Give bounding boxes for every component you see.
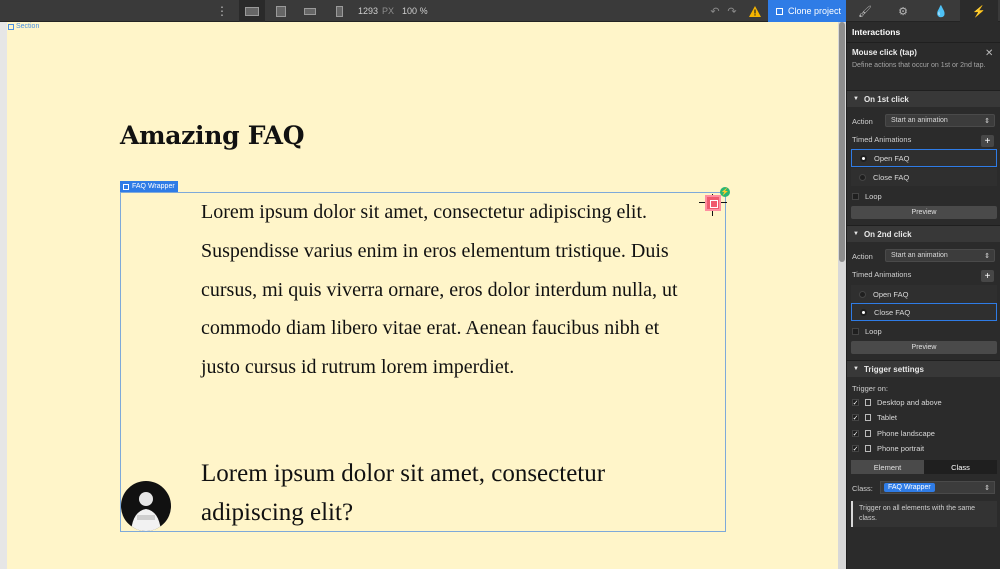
radio-icon <box>859 291 866 298</box>
caret-down-icon: ▼ <box>853 231 859 237</box>
device-checkbox-phone-landscape[interactable] <box>852 429 935 438</box>
device-checkbox-desktop[interactable] <box>852 398 942 407</box>
segment-class-button[interactable]: Class <box>924 460 997 474</box>
action-select-value: Start an animation <box>891 252 948 259</box>
checkmark-icon: ✓ <box>852 445 859 453</box>
first-click-header-label: On 1st click <box>863 94 909 104</box>
segment-element-button[interactable]: Element <box>851 460 924 474</box>
device-label: Tablet <box>877 413 898 422</box>
panel-title: Interactions <box>852 27 901 37</box>
radio-selected-icon <box>860 155 867 162</box>
canvas-width-unit: PX <box>382 6 395 16</box>
settings-panel-tab-gear-icon[interactable]: ⚙ <box>898 5 908 18</box>
div-block-icon <box>123 184 129 190</box>
interactions-panel <box>846 22 1000 569</box>
second-click-header[interactable] <box>847 225 1000 242</box>
first-click-preview-button[interactable]: Preview <box>851 206 997 219</box>
interaction-trigger-icon[interactable] <box>705 195 721 211</box>
more-options-icon[interactable]: ⋮ <box>216 4 228 18</box>
animation-label: Open FAQ <box>873 289 909 299</box>
style-manager-tab-drops-icon[interactable]: 💧 <box>934 5 948 18</box>
page-title[interactable]: Amazing FAQ <box>120 121 305 150</box>
class-pill: FAQ Wrapper <box>884 483 935 492</box>
caret-down-icon: ▼ <box>853 96 859 102</box>
trigger-title: Mouse click (tap) <box>852 48 917 57</box>
animation-row-open-faq[interactable] <box>851 285 997 303</box>
lightning-badge-icon: ⚡ <box>720 189 730 196</box>
animation-label: Close FAQ <box>873 172 910 182</box>
phone-landscape-breakpoint-icon[interactable] <box>297 0 323 22</box>
second-click-action-select[interactable] <box>885 249 995 262</box>
device-checkbox-tablet[interactable] <box>852 413 897 422</box>
top-toolbar <box>0 0 1000 22</box>
first-click-header[interactable] <box>847 90 1000 107</box>
divider <box>847 42 1000 43</box>
trigger-on-label: Trigger on: <box>852 384 888 393</box>
action-label: Action <box>852 252 873 261</box>
trigger-description: Define actions that occur on 1st or 2nd tap. <box>852 62 986 69</box>
checkmark-icon: ✓ <box>852 414 859 422</box>
section-label[interactable] <box>8 23 39 30</box>
phone-portrait-icon <box>865 445 871 452</box>
loop-label: Loop <box>865 327 882 336</box>
select-arrows-icon: ⇕ <box>984 484 990 492</box>
faq-question-text[interactable]: Lorem ipsum dolor sit amet, consectetur adipiscing elit? <box>201 460 606 526</box>
animation-label: Close FAQ <box>874 307 911 317</box>
faq-wrapper-tag[interactable] <box>120 181 178 192</box>
faq-wrapper-tag-label: FAQ Wrapper <box>132 183 175 190</box>
trigger-settings-header[interactable] <box>847 360 1000 377</box>
action-label: Action <box>852 117 873 126</box>
style-panel-tab-brush-icon[interactable]: 🖌 <box>858 5 872 18</box>
radio-icon <box>859 174 866 181</box>
redo-icon[interactable]: ↷ <box>727 5 737 18</box>
checkbox-icon <box>852 328 859 335</box>
section-label-text: Section <box>16 23 40 30</box>
canvas-width: 1293 <box>358 6 379 16</box>
animation-row-close-faq[interactable] <box>851 303 997 321</box>
trigger-settings-header-label: Trigger settings <box>863 364 924 374</box>
tablet-breakpoint-icon[interactable] <box>268 0 294 22</box>
checkbox-icon <box>852 193 859 200</box>
loop-checkbox[interactable] <box>852 192 882 201</box>
undo-icon[interactable]: ↶ <box>710 5 720 18</box>
faq-answer-text[interactable]: Lorem ipsum dolor sit amet, consectetur adipiscing elit. Suspendisse varius enim in eros elementum tristique. Duis cursus, mi quis viverra ornare, eros dolor interdum nulla, ut commodo diam libero vitae erat. Aenean faucibus nibh et justo cursus id rutrum lorem imperdiet. <box>201 201 678 379</box>
phone-landscape-icon <box>865 430 871 437</box>
select-arrows-icon: ⇕ <box>984 117 990 125</box>
first-click-action-select[interactable] <box>885 114 995 127</box>
clone-project-label: Clone project <box>788 6 842 16</box>
caret-down-icon: ▼ <box>853 366 859 372</box>
add-animation-button[interactable]: + <box>981 270 994 282</box>
desktop-breakpoint-icon[interactable] <box>239 0 265 22</box>
canvas-scrollbar-thumb[interactable] <box>839 22 845 262</box>
clone-project-button[interactable] <box>768 0 846 22</box>
class-select[interactable] <box>880 481 995 494</box>
animation-label: Open FAQ <box>874 153 910 163</box>
section-icon <box>8 24 14 30</box>
device-label: Phone portrait <box>877 444 925 453</box>
checkmark-icon: ✓ <box>852 430 859 438</box>
second-click-header-label: On 2nd click <box>863 229 912 239</box>
class-label: Class: <box>852 484 873 493</box>
avatar[interactable] <box>121 481 171 531</box>
action-select-value: Start an animation <box>891 117 948 124</box>
timed-animations-label: Timed Animations <box>852 135 912 144</box>
device-checkbox-phone-portrait[interactable] <box>852 444 924 453</box>
loop-checkbox[interactable] <box>852 327 882 336</box>
second-click-preview-button[interactable]: Preview <box>851 341 997 354</box>
interactions-panel-tab-lightning-icon[interactable]: ⚡ <box>960 0 998 22</box>
checkmark-icon: ✓ <box>852 399 859 407</box>
animation-row-open-faq[interactable] <box>851 149 997 167</box>
timed-animations-label: Timed Animations <box>852 270 912 279</box>
zoom-level: 100 % <box>402 6 428 16</box>
close-icon[interactable]: ✕ <box>985 48 994 59</box>
device-label: Phone landscape <box>877 429 935 438</box>
clone-icon <box>776 8 783 15</box>
device-label: Desktop and above <box>877 398 942 407</box>
select-arrows-icon: ⇕ <box>984 252 990 260</box>
loop-label: Loop <box>865 192 882 201</box>
add-animation-button[interactable]: + <box>981 135 994 147</box>
trigger-info-box: Trigger on all elements with the same class. <box>851 501 997 527</box>
desktop-icon <box>865 399 871 406</box>
warning-icon[interactable] <box>746 0 764 22</box>
animation-row-close-faq[interactable] <box>851 168 997 186</box>
radio-selected-icon <box>860 309 867 316</box>
phone-portrait-breakpoint-icon[interactable] <box>326 0 352 22</box>
canvas-size-readout <box>358 0 428 22</box>
tablet-icon <box>865 414 871 421</box>
